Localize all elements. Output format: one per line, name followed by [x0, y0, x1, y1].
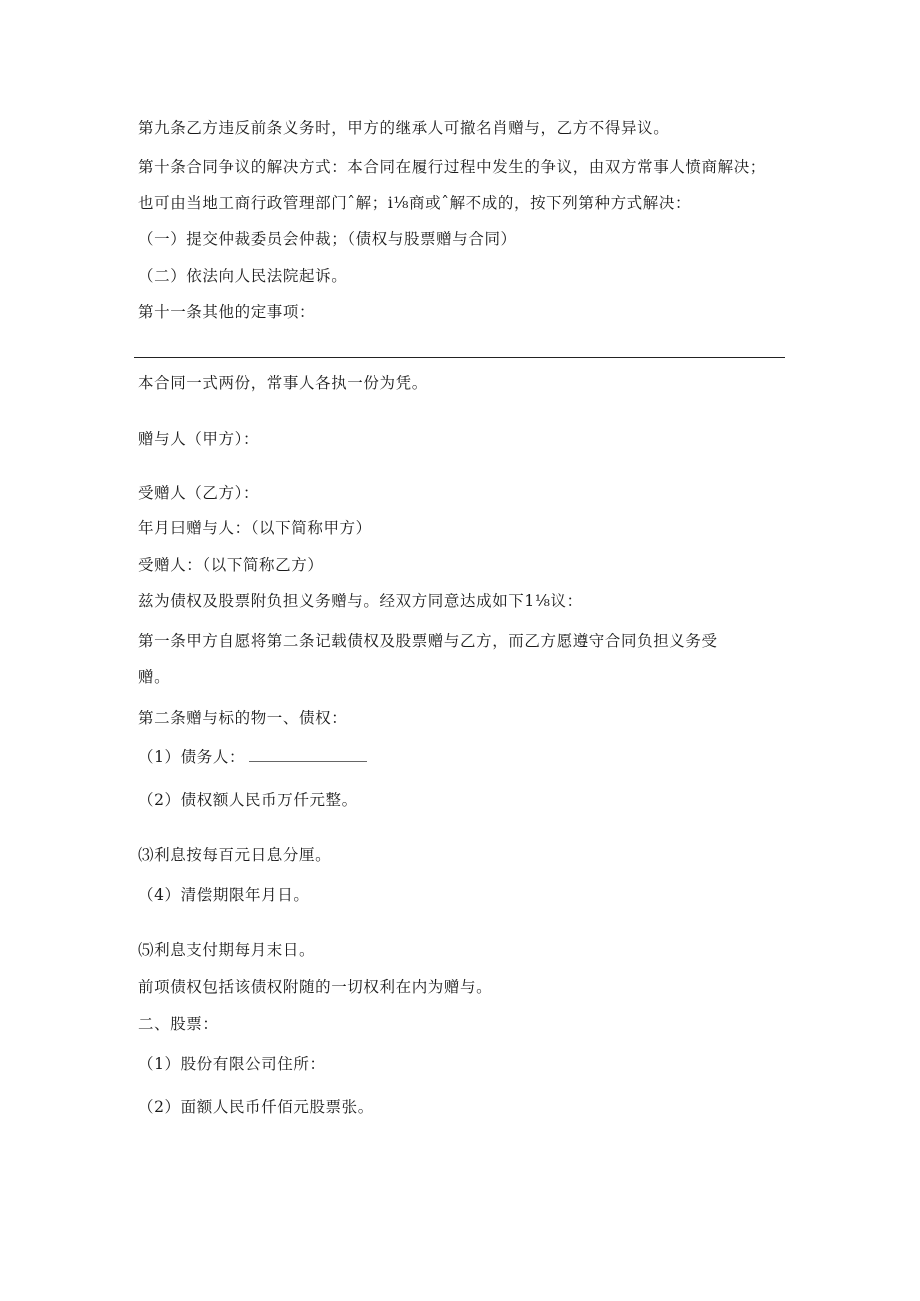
- article-11: 第十一条其他的定事项：: [138, 303, 316, 321]
- item-interest: ⑶利息按每百元日息分厘。: [138, 846, 332, 864]
- item-claim-amount: （2）债权额人民币万仟元整。: [138, 791, 358, 809]
- fill-in-line: [134, 357, 785, 358]
- item-interest-payment: ⑸利息支付期每月末日。: [138, 941, 316, 959]
- item-stock-face-value: （2）面额人民币仟佰元股票张。: [138, 1098, 374, 1116]
- section-stocks: 二、股票：: [138, 1015, 219, 1033]
- donee-short: 受赠人：（以下简称乙方）: [138, 556, 324, 574]
- item-repayment-term: （4）清偿期限年月日。: [138, 886, 310, 904]
- donor-party-a: 赠与人（甲方）：: [138, 430, 260, 448]
- debtor-blank: [249, 747, 367, 762]
- article-9: 第九条乙方违反前条义务时，甲方的继承人可撤名肖赠与，乙方不得异议。: [138, 119, 670, 137]
- article-2: 第二条赠与标的物一、债权：: [138, 709, 348, 727]
- option-court: （二）依法向人民法院起诉。: [138, 267, 348, 285]
- article-10: 第十条合同争议的解决方式：本合同在履行过程中发生的争议，由双方常事人愤商解决；: [138, 158, 766, 176]
- item-debtor-label: （1）债务人：: [138, 748, 246, 766]
- article-10-continued: 也可由当地工商行政管理部门ˆ解；i⅛商或ˆ解不成的，按下列第种方式解决：: [138, 194, 692, 212]
- article-1-continued: 赠。: [138, 668, 171, 686]
- claim-scope: 前项债权包括该债权附随的一切权利在内为赠与。: [138, 978, 493, 996]
- donee-party-b: 受赠人（乙方）：: [138, 484, 260, 502]
- item-company-address: （1）股份有限公司住所：: [138, 1055, 326, 1073]
- option-arbitration: （一）提交仲裁委员会仲裁；（债权与股票赠与合同）: [138, 230, 517, 248]
- preamble: 兹为债权及股票附负担义务赠与。经双方同意达成如下1⅛议：: [138, 592, 583, 610]
- copies-clause: 本合同一式两份，常事人各执一份为凭。: [138, 374, 428, 392]
- date-donor: 年月曰赠与人：（以下简称甲方）: [138, 519, 372, 537]
- item-debtor: [138, 747, 367, 767]
- article-1: 第一条甲方自愿将第二条记载债权及股票赠与乙方，而乙方愿遵守合同负担义务受: [138, 632, 718, 650]
